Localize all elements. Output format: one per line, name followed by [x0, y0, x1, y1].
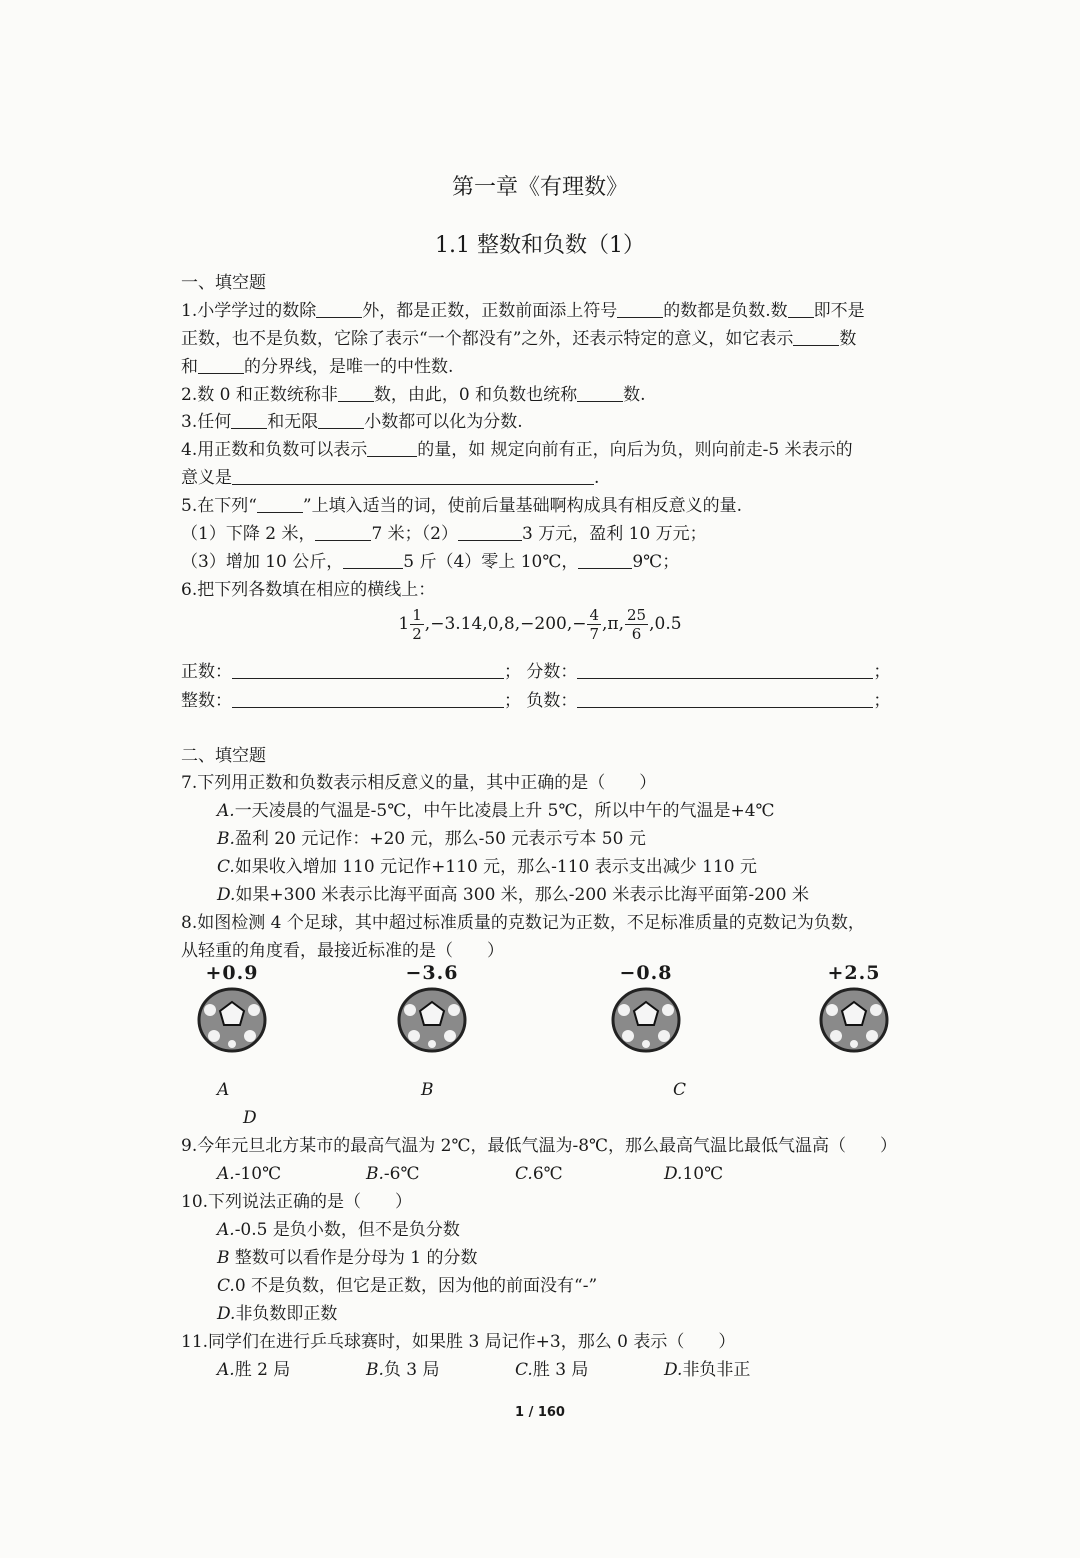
- q7-option-c: C.如果收入增加 110 元记作+110 元，那么-110 表示支出减少 110 元: [217, 857, 758, 877]
- q4-line1: 4.用正数和负数可以表示 的量，如 规定向前有正，向后为负，则向前走-5 米表示的: [181, 440, 853, 460]
- football-label: +0.9: [205, 962, 259, 984]
- q11-option-b: B.负 3 局: [366, 1360, 440, 1380]
- q10-option-a: A.-0.5 是负小数，但不是负分数: [217, 1220, 460, 1240]
- q10-stem: 10.下列说法正确的是（ ）: [181, 1192, 413, 1212]
- q1-line3: 和 的分界线，是唯一的中性数.: [181, 357, 454, 377]
- q8-option-a: A: [217, 1080, 230, 1100]
- football-label: −0.8: [619, 962, 673, 984]
- q9-option-b: B.-6℃: [366, 1164, 420, 1184]
- q5-row2: （3）增加 10 公斤， 5 斤（4）零上 10℃， 9℃；: [181, 552, 680, 572]
- page-number: 1 / 160: [515, 1405, 565, 1420]
- part2-heading: 二、填空题: [181, 746, 266, 766]
- q11-stem: 11.同学们在进行乒乓球赛时，如果胜 3 局记作+3，那么 0 表示（ ）: [181, 1332, 736, 1352]
- q6-row-integer-negative: 整数： ； 负数： ；: [181, 691, 891, 711]
- football-label: −3.6: [405, 962, 459, 984]
- q10-option-b: B 整数可以看作是分母为 1 的分数: [217, 1248, 478, 1268]
- q1-line2: 正数，也不是负数，它除了表示“一个都没有”之外，还表示特定的意义，如它表示 数: [181, 329, 857, 349]
- football-icon: [608, 984, 684, 1054]
- q10-option-c: C.0 不是负数，但它是正数，因为他的前面没有“-”: [217, 1276, 598, 1296]
- q10-option-d: D.非负数即正数: [217, 1304, 338, 1324]
- q5-stem: 5.在下列“ ”上填入适当的词，使前后量基础啊构成具有相反意义的量.: [181, 496, 743, 516]
- q3: 3.任何 和无限 小数都可以化为分数.: [181, 412, 523, 432]
- q7-option-b: B.盈利 20 元记作：+20 元，那么-50 元表示亏本 50 元: [217, 829, 646, 849]
- q11-option-d: D.非负非正: [664, 1360, 751, 1380]
- q11-option-c: C.胜 3 局: [515, 1360, 589, 1380]
- q2: 2.数 0 和正数统称非 数，由此，0 和负数也统称 数.: [181, 385, 646, 405]
- football-label: +2.5: [827, 962, 881, 984]
- q6-stem: 6.把下列各数填在相应的横线上：: [181, 580, 436, 600]
- q8-option-c: C: [673, 1080, 687, 1100]
- football-icon: [816, 984, 892, 1054]
- q4-line2: 意义是 .: [181, 468, 600, 488]
- q9-option-d: D.10℃: [664, 1164, 724, 1184]
- football-icon: [194, 984, 270, 1054]
- football-icon: [394, 984, 470, 1054]
- chapter-title: 第一章《有理数》: [451, 175, 628, 200]
- q8-line2: 从轻重的角度看，最接近标准的是（ ）: [181, 941, 504, 961]
- q6-number-list: 1 $\frac{1}{2}$ ,−3.14,0,8,−200,− $\frac{4}{7}$ ,π, $\frac{25}{6}$ ,0.5̇: [398, 606, 682, 643]
- football-d: [809, 962, 899, 1058]
- q7-stem: 7.下列用正数和负数表示相反意义的量，其中正确的是（ ）: [181, 773, 657, 793]
- q8-option-d: D: [243, 1108, 257, 1128]
- football-c: [601, 962, 691, 1058]
- q7-option-a: A.一天凌晨的气温是-5℃，中午比凌晨上升 5℃，所以中午的气温是+4℃: [217, 801, 775, 821]
- q6-row-positive-fraction: 正数： ； 分数： ；: [181, 662, 891, 682]
- q9-stem: 9.今年元旦北方某市的最高气温为 2℃，最低气温为-8℃，那么最高气温比最低气温高（ ）: [181, 1136, 898, 1156]
- football-a: [187, 962, 277, 1058]
- football-b: [387, 962, 477, 1058]
- q7-option-d: D.如果+300 米表示比海平面高 300 米，那么-200 米表示比海平面第-200 米: [217, 885, 809, 905]
- q1-line1: 1.小学学过的数除 外，都是正数，正数前面添上符号 的数都是负数.数 即不是: [181, 301, 865, 321]
- q5-row1: （1）下降 2 米， 7 米；（2） 3 万元，盈利 10 万元；: [181, 524, 707, 544]
- q8-line1: 8.如图检测 4 个足球，其中超过标准质量的克数记为正数，不足标准质量的克数记为负数，: [181, 913, 865, 933]
- section-title: 1.1 整数和负数（1）: [435, 233, 645, 258]
- q8-option-b: B: [421, 1080, 434, 1100]
- part1-heading: 一、填空题: [181, 273, 266, 293]
- q9-option-c: C.6℃: [515, 1164, 563, 1184]
- q9-option-a: A.-10℃: [217, 1164, 282, 1184]
- q11-option-a: A.胜 2 局: [217, 1360, 291, 1380]
